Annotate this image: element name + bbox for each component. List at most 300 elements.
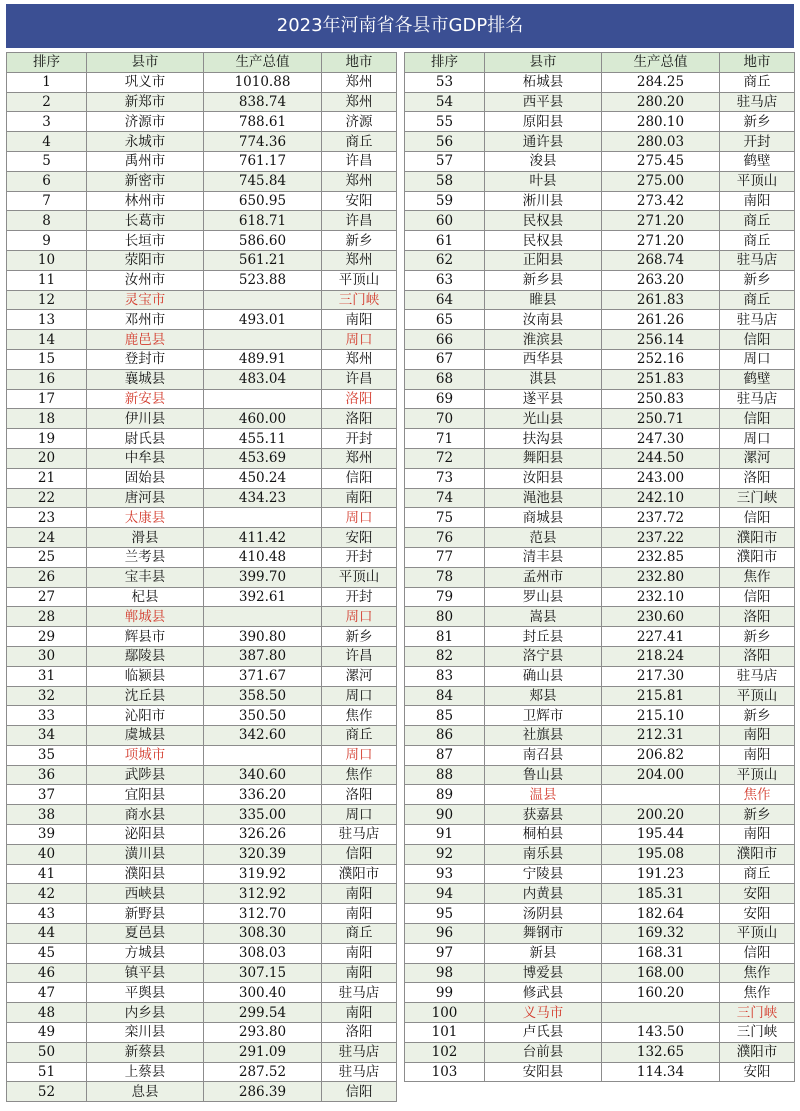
rank-cell: 5 [7,151,87,171]
rank-cell: 12 [7,290,87,310]
rank-cell: 96 [405,924,485,944]
county-cell: 镇平县 [87,963,204,983]
table-row [405,528,795,548]
gdp-cell: 326.26 [204,825,322,845]
rank-cell: 93 [405,864,485,884]
table-row [405,646,795,666]
city-cell: 开封 [322,547,397,567]
table-row [405,745,795,765]
table-row [405,963,795,983]
rank-cell: 98 [405,963,485,983]
county-cell: 罗山县 [485,587,602,607]
table-row [7,943,397,963]
table-row [405,607,795,627]
table-row [405,151,795,171]
county-cell: 桐柏县 [485,825,602,845]
city-cell: 平顶山 [720,686,795,706]
county-cell: 舞钢市 [485,924,602,944]
table-row [405,666,795,686]
county-cell: 栾川县 [87,1023,204,1043]
gdp-cell: 280.03 [602,132,720,152]
rank-cell: 68 [405,369,485,389]
table-row [7,171,397,191]
header-gdp: 生产总值 [204,53,322,73]
rank-cell: 10 [7,250,87,270]
rank-cell: 43 [7,904,87,924]
city-cell: 平顶山 [720,171,795,191]
county-cell: 郸城县 [87,607,204,627]
gdp-cell [204,290,322,310]
county-cell: 尉氏县 [87,429,204,449]
county-cell: 上蔡县 [87,1062,204,1082]
city-cell: 洛阳 [322,409,397,429]
table-row [405,706,795,726]
rank-cell: 38 [7,805,87,825]
rank-cell: 15 [7,349,87,369]
table-row [7,567,397,587]
gdp-cell: 350.50 [204,706,322,726]
table-row [7,369,397,389]
city-cell: 周口 [322,745,397,765]
rank-cell: 40 [7,844,87,864]
city-cell: 洛阳 [720,607,795,627]
county-cell: 西平县 [485,92,602,112]
gdp-cell: 358.50 [204,686,322,706]
gdp-cell: 287.52 [204,1062,322,1082]
city-cell: 郑州 [322,72,397,92]
rank-cell: 102 [405,1042,485,1062]
county-cell: 西华县 [485,349,602,369]
county-cell: 淅川县 [485,191,602,211]
county-cell: 濮阳县 [87,864,204,884]
city-cell: 信阳 [322,468,397,488]
city-cell: 驻马店 [720,389,795,409]
table-row [405,1023,795,1043]
city-cell: 济源 [322,112,397,132]
county-cell: 辉县市 [87,627,204,647]
rank-cell: 91 [405,825,485,845]
ranking-rows-left [7,72,397,1101]
gdp-cell: 215.81 [602,686,720,706]
header-county: 县市 [87,53,204,73]
rank-cell: 34 [7,726,87,746]
table-row [405,488,795,508]
table-row [7,330,397,350]
gdp-cell: 489.91 [204,349,322,369]
rank-cell: 78 [405,567,485,587]
county-cell: 正阳县 [485,250,602,270]
rank-cell: 64 [405,290,485,310]
table-row [7,666,397,686]
rank-cell: 17 [7,389,87,409]
table-row [7,825,397,845]
gdp-cell: 387.80 [204,646,322,666]
county-cell: 温县 [485,785,602,805]
city-cell: 洛阳 [322,785,397,805]
table-row [405,765,795,785]
table-row [7,92,397,112]
rank-cell: 32 [7,686,87,706]
county-cell: 鄢陵县 [87,646,204,666]
rank-cell: 14 [7,330,87,350]
rank-cell: 88 [405,765,485,785]
county-cell: 太康县 [87,508,204,528]
county-cell: 宜阳县 [87,785,204,805]
table-row [405,310,795,330]
city-cell: 开封 [322,429,397,449]
gdp-cell: 650.95 [204,191,322,211]
table-row [405,1042,795,1062]
city-cell: 南阳 [720,825,795,845]
gdp-cell: 308.30 [204,924,322,944]
rank-cell: 47 [7,983,87,1003]
table-row [7,983,397,1003]
table-row [7,963,397,983]
city-cell: 南阳 [322,884,397,904]
rank-cell: 33 [7,706,87,726]
city-cell: 洛阳 [322,389,397,409]
county-cell: 方城县 [87,943,204,963]
gdp-cell: 200.20 [602,805,720,825]
county-cell: 台前县 [485,1042,602,1062]
rank-cell: 74 [405,488,485,508]
city-cell: 濮阳市 [720,528,795,548]
gdp-cell: 275.45 [602,151,720,171]
table-row [405,627,795,647]
city-cell: 南阳 [322,488,397,508]
table-row [405,844,795,864]
header-city: 地市 [322,53,397,73]
county-cell: 汤阴县 [485,904,602,924]
table-row [405,587,795,607]
gdp-cell: 217.30 [602,666,720,686]
rank-cell: 57 [405,151,485,171]
gdp-cell: 168.00 [602,963,720,983]
rank-cell: 77 [405,547,485,567]
gdp-cell: 227.41 [602,627,720,647]
table-row [405,547,795,567]
gdp-cell: 411.42 [204,528,322,548]
city-cell: 商丘 [720,72,795,92]
table-row [7,211,397,231]
table-row [7,844,397,864]
gdp-cell [204,389,322,409]
rank-cell: 29 [7,627,87,647]
gdp-cell: 232.80 [602,567,720,587]
header-row [405,53,795,73]
rank-cell: 83 [405,666,485,686]
rank-cell: 28 [7,607,87,627]
county-cell: 获嘉县 [485,805,602,825]
county-cell: 修武县 [485,983,602,1003]
city-cell: 郑州 [322,349,397,369]
city-cell: 信阳 [720,409,795,429]
county-cell: 新乡县 [485,270,602,290]
city-cell: 驻马店 [322,1042,397,1062]
ranking-rows-right [405,72,795,1082]
gdp-cell: 250.71 [602,409,720,429]
rank-cell: 23 [7,508,87,528]
county-cell: 潢川县 [87,844,204,864]
table-row [7,270,397,290]
gdp-cell: 434.23 [204,488,322,508]
county-cell: 登封市 [87,349,204,369]
table-row [7,310,397,330]
rank-cell: 56 [405,132,485,152]
rank-cell: 71 [405,429,485,449]
rank-cell: 20 [7,448,87,468]
table-row [405,686,795,706]
table-row [7,706,397,726]
gdp-cell [204,745,322,765]
rank-cell: 67 [405,349,485,369]
county-cell: 虞城县 [87,726,204,746]
city-cell: 信阳 [322,844,397,864]
table-row [405,231,795,251]
city-cell: 南阳 [322,904,397,924]
rank-cell: 103 [405,1062,485,1082]
rank-cell: 50 [7,1042,87,1062]
table-row [405,250,795,270]
table-row [7,290,397,310]
table-row [405,92,795,112]
gdp-cell: 168.31 [602,943,720,963]
county-cell: 滑县 [87,528,204,548]
gdp-cell [602,785,720,805]
city-cell: 三门峡 [720,1003,795,1023]
county-cell: 光山县 [485,409,602,429]
city-cell: 驻马店 [322,983,397,1003]
rank-cell: 63 [405,270,485,290]
city-cell: 周口 [322,686,397,706]
ranking-table-right [404,52,795,1082]
city-cell: 南阳 [720,726,795,746]
gdp-cell: 390.80 [204,627,322,647]
rank-cell: 8 [7,211,87,231]
city-cell: 许昌 [322,151,397,171]
county-cell: 商水县 [87,805,204,825]
city-cell: 信阳 [322,1082,397,1102]
county-cell: 内黄县 [485,884,602,904]
rank-cell: 41 [7,864,87,884]
city-cell: 平顶山 [322,270,397,290]
city-cell: 三门峡 [720,488,795,508]
gdp-cell: 263.20 [602,270,720,290]
gdp-cell: 275.00 [602,171,720,191]
table-row [7,686,397,706]
county-cell: 浚县 [485,151,602,171]
table-row [405,211,795,231]
rank-cell: 42 [7,884,87,904]
county-cell: 民权县 [485,211,602,231]
city-cell: 商丘 [720,290,795,310]
city-cell: 漯河 [720,448,795,468]
city-cell: 开封 [720,132,795,152]
rank-cell: 13 [7,310,87,330]
gdp-cell: 191.23 [602,864,720,884]
table-row [405,904,795,924]
table-row [7,250,397,270]
table-row [7,448,397,468]
gdp-cell: 342.60 [204,726,322,746]
county-cell: 新县 [485,943,602,963]
city-cell: 平顶山 [322,567,397,587]
rank-cell: 79 [405,587,485,607]
gdp-cell: 320.39 [204,844,322,864]
county-cell: 汝阳县 [485,468,602,488]
city-cell: 周口 [322,607,397,627]
county-cell: 沁阳市 [87,706,204,726]
rank-cell: 85 [405,706,485,726]
table-row [405,132,795,152]
gdp-cell: 455.11 [204,429,322,449]
gdp-cell: 195.44 [602,825,720,845]
rank-cell: 94 [405,884,485,904]
table-row [405,924,795,944]
county-cell: 义马市 [485,1003,602,1023]
rank-cell: 82 [405,646,485,666]
city-cell: 周口 [720,429,795,449]
county-cell: 长葛市 [87,211,204,231]
rank-cell: 27 [7,587,87,607]
ranking-table-left [6,52,397,1102]
table-row [7,904,397,924]
page-title: 2023年河南省各县市GDP排名 [6,4,794,48]
gdp-cell: 271.20 [602,231,720,251]
rank-cell: 18 [7,409,87,429]
county-cell: 息县 [87,1082,204,1102]
city-cell: 驻马店 [720,92,795,112]
gdp-cell: 195.08 [602,844,720,864]
table-row [7,805,397,825]
table-row [405,112,795,132]
county-cell: 遂平县 [485,389,602,409]
city-cell: 驻马店 [322,825,397,845]
gdp-cell: 251.83 [602,369,720,389]
city-cell: 濮阳市 [720,547,795,567]
county-cell: 邓州市 [87,310,204,330]
gdp-cell: 143.50 [602,1023,720,1043]
city-cell: 安阳 [322,528,397,548]
county-cell: 内乡县 [87,1003,204,1023]
rank-cell: 3 [7,112,87,132]
city-cell: 新乡 [322,231,397,251]
county-cell: 舞阳县 [485,448,602,468]
city-cell: 南阳 [720,191,795,211]
rank-cell: 49 [7,1023,87,1043]
table-row [7,1023,397,1043]
city-cell: 洛阳 [720,468,795,488]
rank-cell: 7 [7,191,87,211]
city-cell: 安阳 [322,191,397,211]
gdp-cell: 284.25 [602,72,720,92]
gdp-cell: 242.10 [602,488,720,508]
rank-cell: 6 [7,171,87,191]
rank-cell: 55 [405,112,485,132]
rank-cell: 46 [7,963,87,983]
table-row [7,765,397,785]
city-cell: 平顶山 [720,924,795,944]
rank-cell: 2 [7,92,87,112]
gdp-cell: 483.04 [204,369,322,389]
table-row [405,983,795,1003]
county-cell: 新野县 [87,904,204,924]
rank-cell: 31 [7,666,87,686]
city-cell: 许昌 [322,646,397,666]
county-cell: 安阳县 [485,1062,602,1082]
gdp-cell: 237.22 [602,528,720,548]
county-cell: 巩义市 [87,72,204,92]
gdp-cell: 250.83 [602,389,720,409]
table-row [405,448,795,468]
table-row [7,646,397,666]
county-cell: 荥阳市 [87,250,204,270]
table-row [405,884,795,904]
rank-cell: 1 [7,72,87,92]
header-city: 地市 [720,53,795,73]
rank-cell: 76 [405,528,485,548]
rank-cell: 86 [405,726,485,746]
gdp-cell: 371.67 [204,666,322,686]
city-cell: 信阳 [720,587,795,607]
city-cell: 南阳 [322,310,397,330]
gdp-cell: 132.65 [602,1042,720,1062]
county-cell: 长垣市 [87,231,204,251]
county-cell: 嵩县 [485,607,602,627]
gdp-cell: 286.39 [204,1082,322,1102]
rank-cell: 54 [405,92,485,112]
city-cell: 郑州 [322,92,397,112]
gdp-cell: 618.71 [204,211,322,231]
city-cell: 安阳 [720,1062,795,1082]
table-row [7,884,397,904]
city-cell: 新乡 [720,270,795,290]
gdp-cell: 761.17 [204,151,322,171]
gdp-cell: 232.85 [602,547,720,567]
gdp-cell: 247.30 [602,429,720,449]
county-cell: 永城市 [87,132,204,152]
table-row [7,429,397,449]
table-row [7,409,397,429]
city-cell: 焦作 [322,706,397,726]
county-cell: 禹州市 [87,151,204,171]
county-cell: 唐河县 [87,488,204,508]
city-cell: 焦作 [720,983,795,1003]
county-cell: 封丘县 [485,627,602,647]
rank-cell: 36 [7,765,87,785]
city-cell: 平顶山 [720,765,795,785]
city-cell: 驻马店 [720,250,795,270]
rank-cell: 35 [7,745,87,765]
city-cell: 鹤壁 [720,369,795,389]
city-cell: 新乡 [720,627,795,647]
rank-cell: 69 [405,389,485,409]
table-row [7,785,397,805]
table-row [7,745,397,765]
county-cell: 原阳县 [485,112,602,132]
gdp-cell: 293.80 [204,1023,322,1043]
table-row [405,1062,795,1082]
rank-cell: 80 [405,607,485,627]
county-cell: 襄城县 [87,369,204,389]
county-cell: 通许县 [485,132,602,152]
city-cell: 信阳 [720,943,795,963]
county-cell: 兰考县 [87,547,204,567]
gdp-cell: 460.00 [204,409,322,429]
county-cell: 淇县 [485,369,602,389]
city-cell: 新乡 [720,805,795,825]
rank-cell: 90 [405,805,485,825]
